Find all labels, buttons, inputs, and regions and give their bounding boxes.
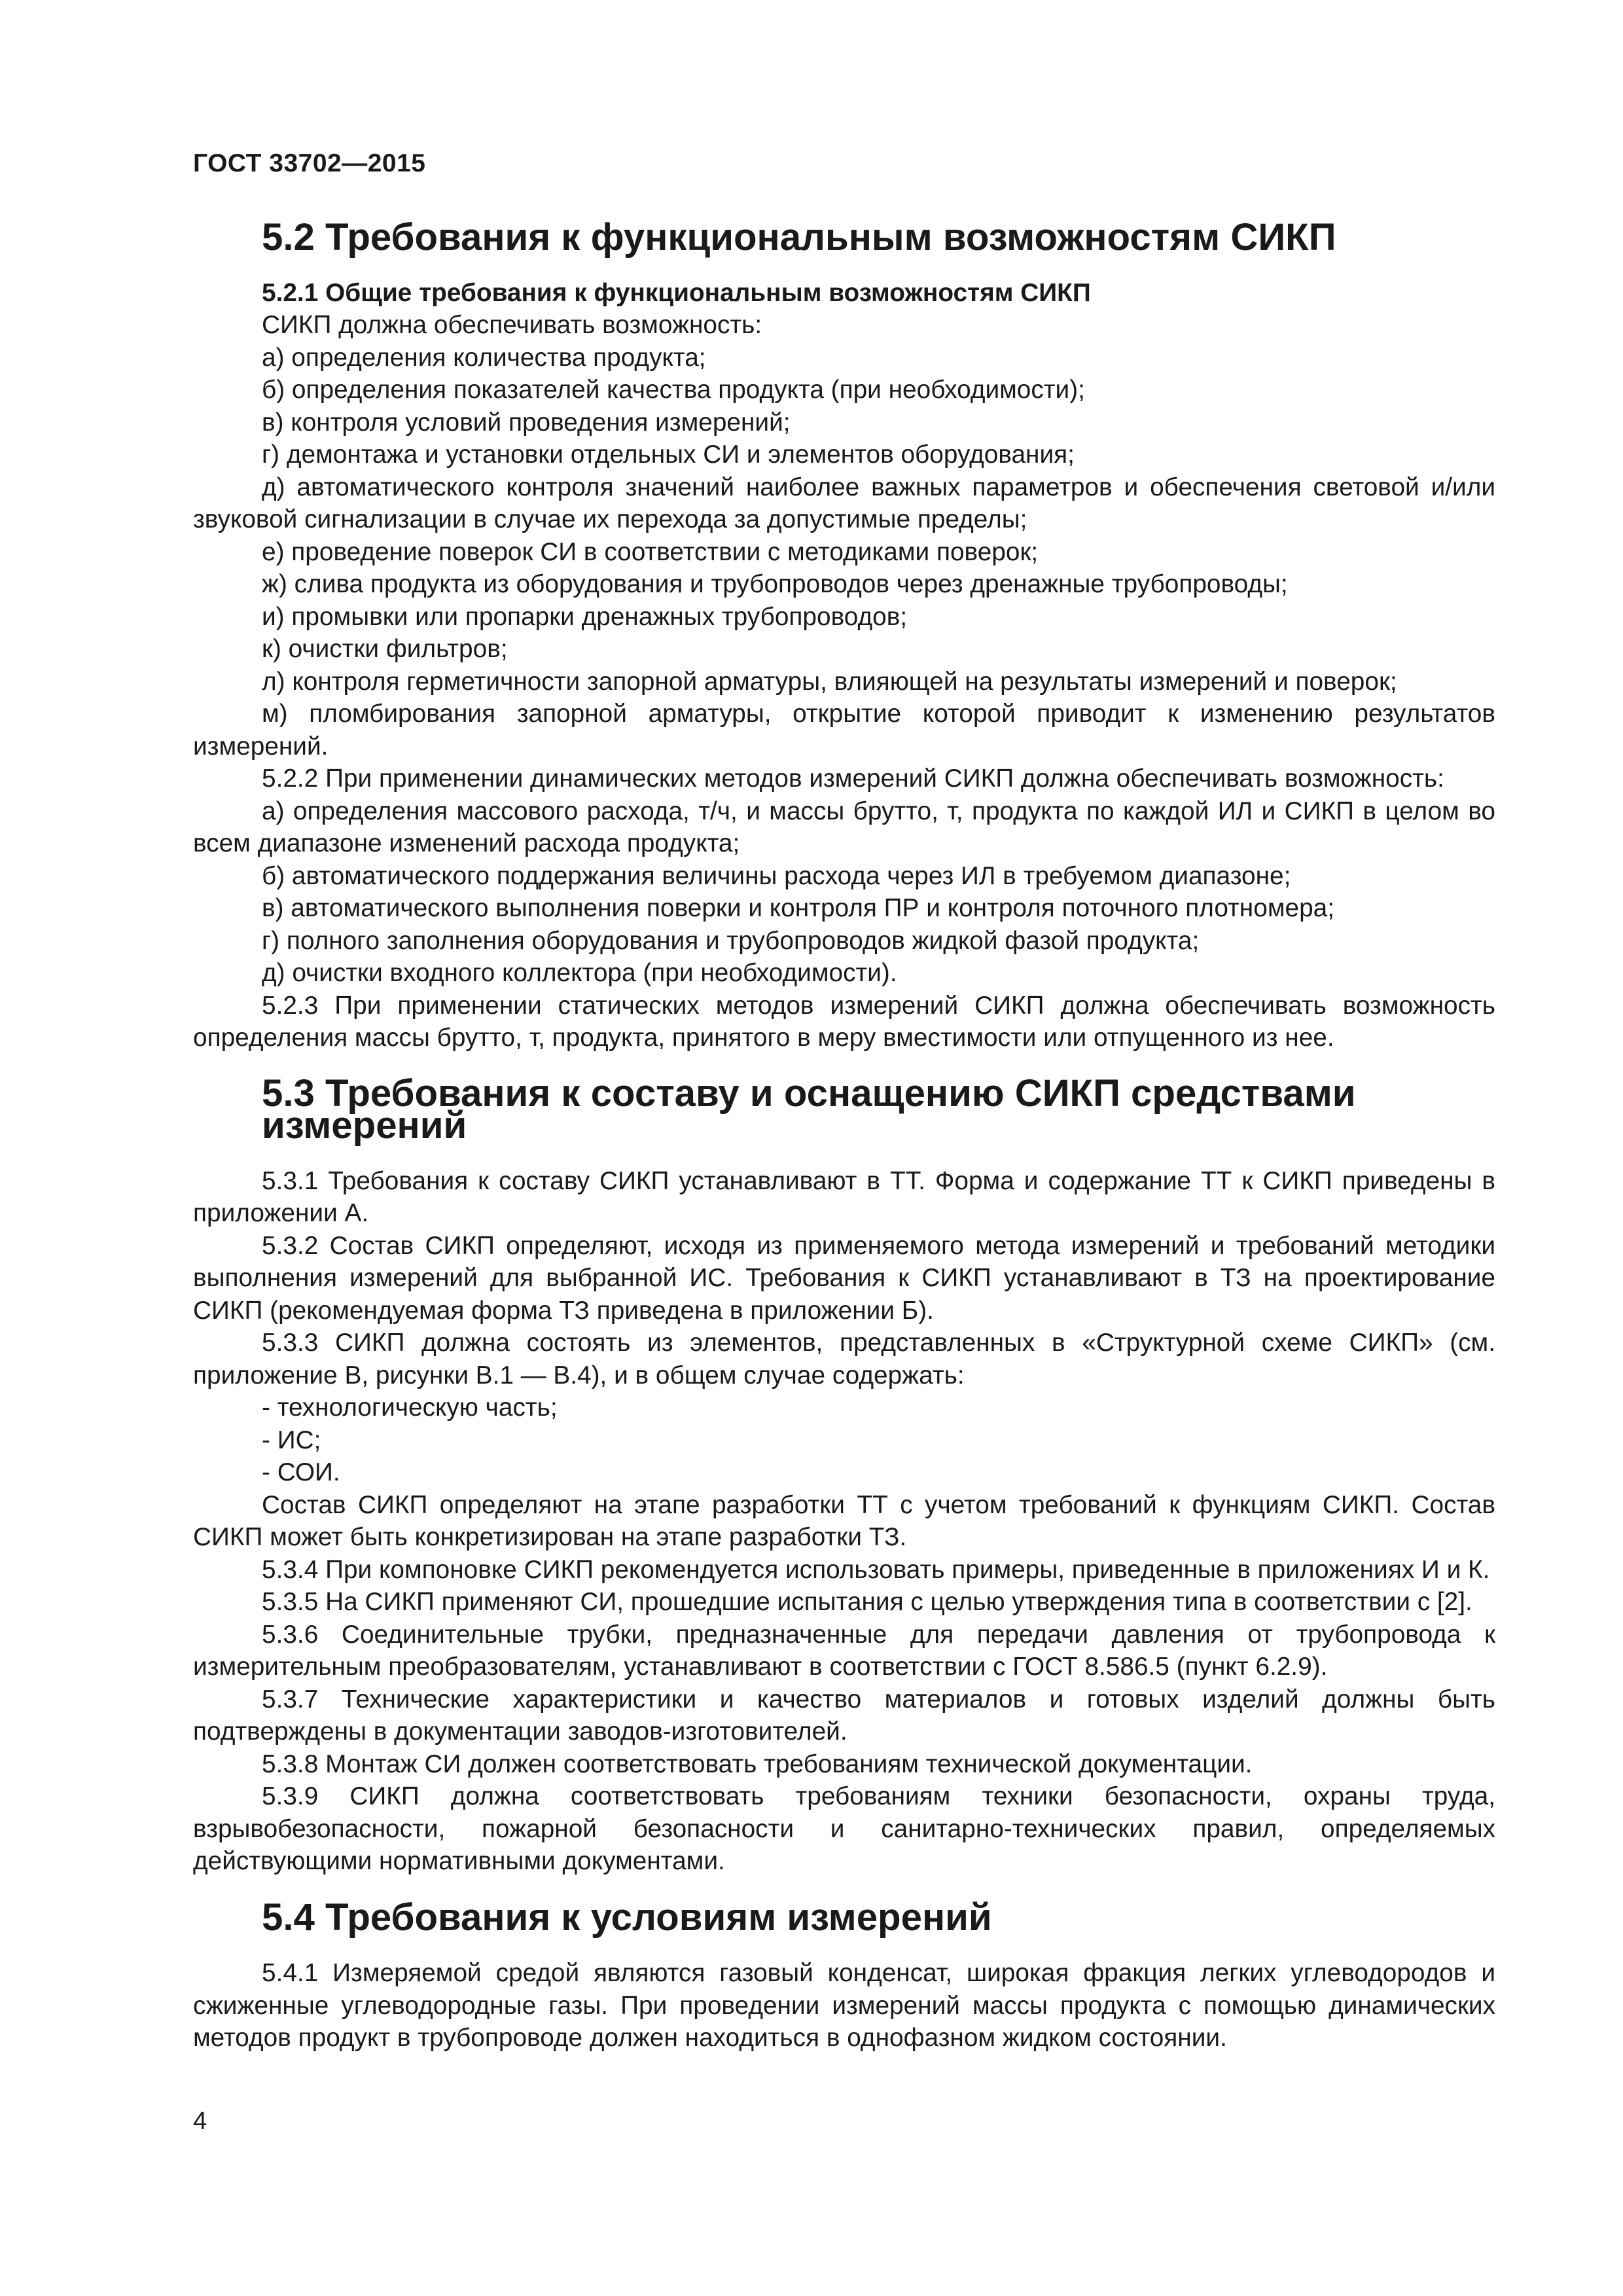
document-header-id: ГОСТ 33702—2015	[193, 149, 426, 177]
list-item: г) демонтажа и установки отдельных СИ и элементов оборудования;	[262, 440, 1075, 469]
page-number: 4	[193, 2108, 207, 2135]
section-5-3-9-paragraph: 5.3.9 СИКП должна соответствовать требованиям техники безопасности, охраны труда, взрывобезопасности, пожарной безопасности и санитарно-технических правил, определяемых действующими нормативными документами.	[193, 1782, 1495, 1875]
list-item: л) контроля герметичности запорной арматуры, влияющей на результаты измерений и поверок;	[262, 667, 1397, 696]
section-5-3-3-after-paragraph: Состав СИКП определяют на этапе разработки ТТ с учетом требований к функциям СИКП. Состав СИКП может быть конкретизирован на этапе разработки ТЗ.	[193, 1490, 1495, 1551]
section-5-3-7-paragraph: 5.3.7 Технические характеристики и качество материалов и готовых изделий должны быть подтверждены в документации заводов-изготовителей.	[193, 1685, 1495, 1746]
section-5-3-6-paragraph: 5.3.6 Соединительные трубки, предназначенные для передачи давления от трубопровода к измерительным преобразователям, устанавливают в соответствии с ГОСТ 8.586.5 (пункт 6.2.9).	[193, 1620, 1495, 1681]
list-item: к) очистки фильтров;	[262, 635, 508, 663]
section-5-2-1-heading: 5.2.1 Общие требования к функциональным возможностям СИКП	[262, 278, 1091, 307]
list-item: в) контроля условий проведения измерений;	[262, 408, 791, 437]
section-5-2-2-intro: 5.2.2 При применении динамических методов измерений СИКП должна обеспечивать возможность:	[262, 764, 1444, 793]
list-item: в) автоматического выполнения поверки и контроля ПР и контроля поточного плотномера;	[262, 894, 1334, 922]
list-item: а) определения массового расхода, т/ч, и массы брутто, т, продукта по каждой ИЛ и СИКП в целом во всем диапазоне изменений расхода продукта;	[193, 797, 1495, 857]
list-item: г) полного заполнения оборудования и трубопроводов жидкой фазой продукта;	[262, 926, 1200, 955]
section-5-2-1-intro: СИКП должна обеспечивать возможность:	[262, 311, 762, 339]
section-5-3-2-paragraph: 5.3.2 Состав СИКП определяют, исходя из применяемого метода измерений и требований методики выполнения измерений для выбранной ИС. Требования к СИКП устанавливают в ТЗ на проектирование СИКП (рекомендуемая форма ТЗ приведена в приложении Б).	[193, 1231, 1495, 1325]
section-5-4-heading: 5.4 Требования к условиям измерений	[262, 1895, 992, 1939]
list-item: б) определения показателей качества продукта (при необходимости);	[262, 376, 1085, 404]
list-item: а) определения количества продукта;	[262, 343, 706, 372]
list-item: б) автоматического поддержания величины расхода через ИЛ в требуемом диапазоне;	[262, 861, 1291, 890]
list-item: д) автоматического контроля значений наиболее важных параметров и обеспечения световой и/или звуковой сигнализации в случае их перехода за допустимые пределы;	[193, 473, 1495, 533]
section-5-3-4-paragraph: 5.3.4 При компоновке СИКП рекомендуется использовать примеры, приведенные в приложениях И и К.	[262, 1555, 1490, 1584]
list-item: д) очистки входного коллектора (при необходимости).	[262, 959, 897, 987]
section-5-3-3-paragraph: 5.3.3 СИКП должна состоять из элементов, представленных в «Структурной схеме СИКП» (см. приложение В, рисунки В.1 — В.4), и в общем случае содержать:	[193, 1329, 1495, 1390]
section-5-3-1-paragraph: 5.3.1 Требования к составу СИКП устанавливают в ТТ. Форма и содержание ТТ к СИКП приведены в приложении А.	[193, 1166, 1495, 1227]
list-item: ж) слива продукта из оборудования и трубопроводов через дренажные трубопроводы;	[262, 570, 1288, 598]
list-item: - СОИ.	[262, 1458, 340, 1486]
section-5-3-8-paragraph: 5.3.8 Монтаж СИ должен соответствовать требованиям технической документации.	[262, 1749, 1253, 1778]
page-content	[193, 216, 1495, 2054]
list-item: - ИС;	[262, 1426, 321, 1454]
section-5-4-1-paragraph: 5.4.1 Измеряемой средой являются газовый конденсат, широкая фракция легких углеводородов и сжиженные углеводородные газы. При проведении измерений массы продукта с помощью динамических методов продукт в трубопроводе должен находиться в однофазном жидком состоянии.	[193, 1959, 1495, 2052]
section-5-3-5-paragraph: 5.3.5 На СИКП применяют СИ, прошедшие испытания с целью утверждения типа в соответствии с [2].	[262, 1588, 1472, 1616]
section-5-2-3-paragraph: 5.2.3 При применении статических методов измерений СИКП должна обеспечивать возможность определения массы брутто, т, продукта, принятого в меру вместимости или отпущенного из нее.	[193, 991, 1495, 1052]
list-item: м) пломбирования запорной арматуры, открытие которой приводит к изменению результатов измерений.	[193, 700, 1495, 761]
section-5-2-heading: 5.2 Требования к функциональным возможностям СИКП	[262, 216, 1336, 259]
list-item: и) промывки или пропарки дренажных трубопроводов;	[262, 602, 908, 631]
list-item: е) проведение поверок СИ в соответствии с методиками поверок;	[262, 537, 1039, 566]
list-item: - технологическую часть;	[262, 1393, 558, 1422]
section-5-3-heading: 5.3 Требования к составу и оснащению СИКП средствами измерений	[262, 1071, 1356, 1147]
